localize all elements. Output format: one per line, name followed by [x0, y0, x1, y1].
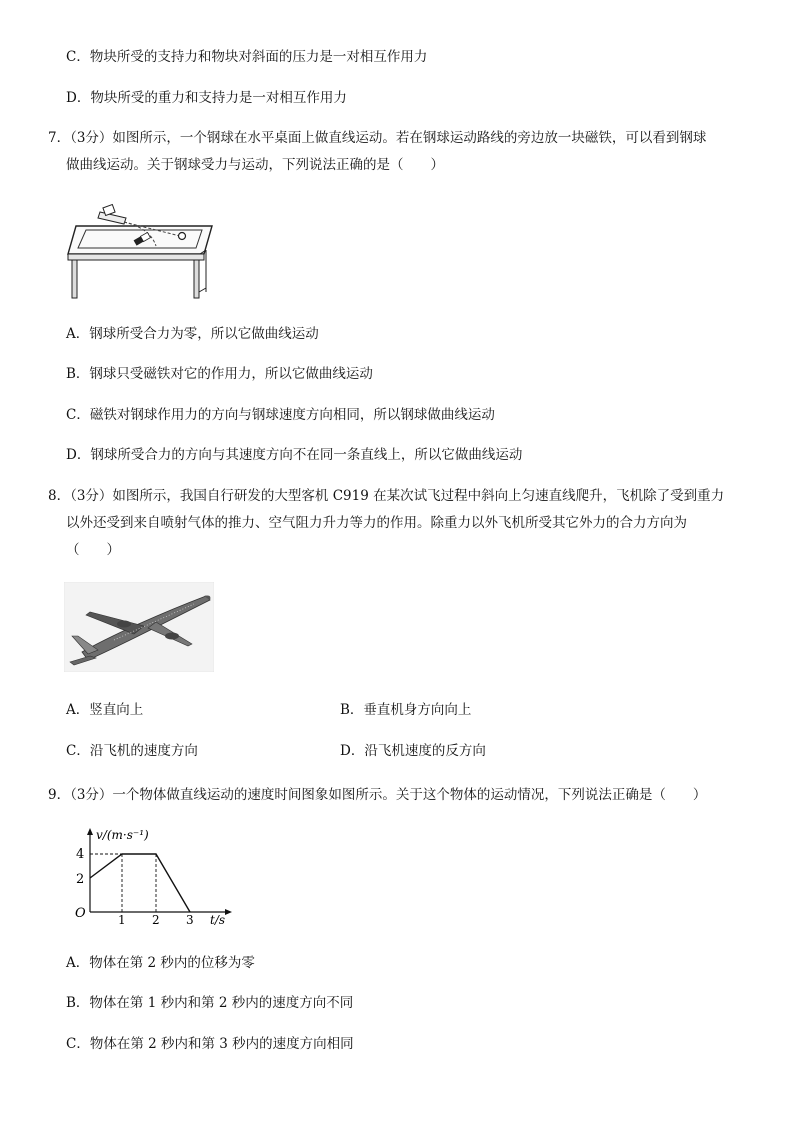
graph-y-label: v/(m·s⁻¹)	[96, 828, 149, 842]
graph-velocity-line	[90, 854, 190, 912]
graph-x-tick-2: 2	[152, 913, 160, 926]
q6-option-c: C．物块所受的支持力和物块对斜面的压力是一对相互作用力	[66, 49, 428, 65]
graph-x-label: t/s	[210, 913, 226, 926]
q8-option-a: A．竖直向上	[66, 702, 144, 718]
q7-option-a: A．钢球所受合力为零，所以它做曲线运动	[66, 326, 319, 342]
q6-option-d: D．物块所受的重力和支持力是一对相互作用力	[66, 90, 347, 106]
q8-stem-line3: （ ）	[66, 542, 120, 558]
q9-figure-vt-graph	[70, 826, 240, 926]
graph-origin: O	[75, 906, 86, 921]
q8-stem-line2: 以外还受到来自喷射气体的推力、空气阻力升力等力的作用。除重力以外飞机所受其它外力的合力方向为	[66, 515, 687, 531]
graph-x-tick-3: 3	[186, 913, 194, 926]
q9-option-b: B．物体在第 1 秒内和第 2 秒内的速度方向不同	[66, 995, 354, 1011]
q7-option-d: D．钢球所受合力的方向与其速度方向不在同一条直线上，所以它做曲线运动	[66, 447, 523, 463]
graph-y-tick-2: 2	[76, 872, 85, 887]
q7-stem-line2: 做曲线运动。关于钢球受力与运动，下列说法正确的是（ ）	[66, 157, 444, 173]
graph-x-tick-1: 1	[118, 913, 126, 926]
q9-option-c: C．物体在第 2 秒内和第 3 秒内的速度方向相同	[66, 1036, 354, 1052]
q8-option-b: B．垂直机身方向向上	[340, 702, 472, 718]
q9-option-a: A．物体在第 2 秒内的位移为零	[66, 955, 255, 971]
graph-y-tick-4: 4	[76, 847, 85, 862]
q7-figure-table-magnet	[64, 192, 214, 302]
q8-option-c: C．沿飞机的速度方向	[66, 743, 198, 759]
q8-stem-line1: 8．（3分）如图所示，我国自行研发的大型客机 C919 在某次试飞过程中斜向上匀速直线爬升，飞机除了受到重力	[48, 488, 725, 504]
q7-stem-line1: 7．（3分）如图所示，一个钢球在水平桌面上做直线运动。若在钢球运动路线的旁边放一块磁铁，可以看到钢球	[48, 130, 707, 146]
q7-option-b: B．钢球只受磁铁对它的作用力，所以它做曲线运动	[66, 366, 373, 382]
q8-option-d: D．沿飞机速度的反方向	[340, 743, 486, 759]
q7-option-c: C．磁铁对钢球作用力的方向与钢球速度方向相同，所以钢球做曲线运动	[66, 407, 495, 423]
q9-stem-line1: 9．（3分）一个物体做直线运动的速度时间图象如图所示。关于这个物体的运动情况，下列说法正确是（ ）	[48, 787, 707, 803]
q8-figure-airplane-photo	[64, 582, 214, 672]
